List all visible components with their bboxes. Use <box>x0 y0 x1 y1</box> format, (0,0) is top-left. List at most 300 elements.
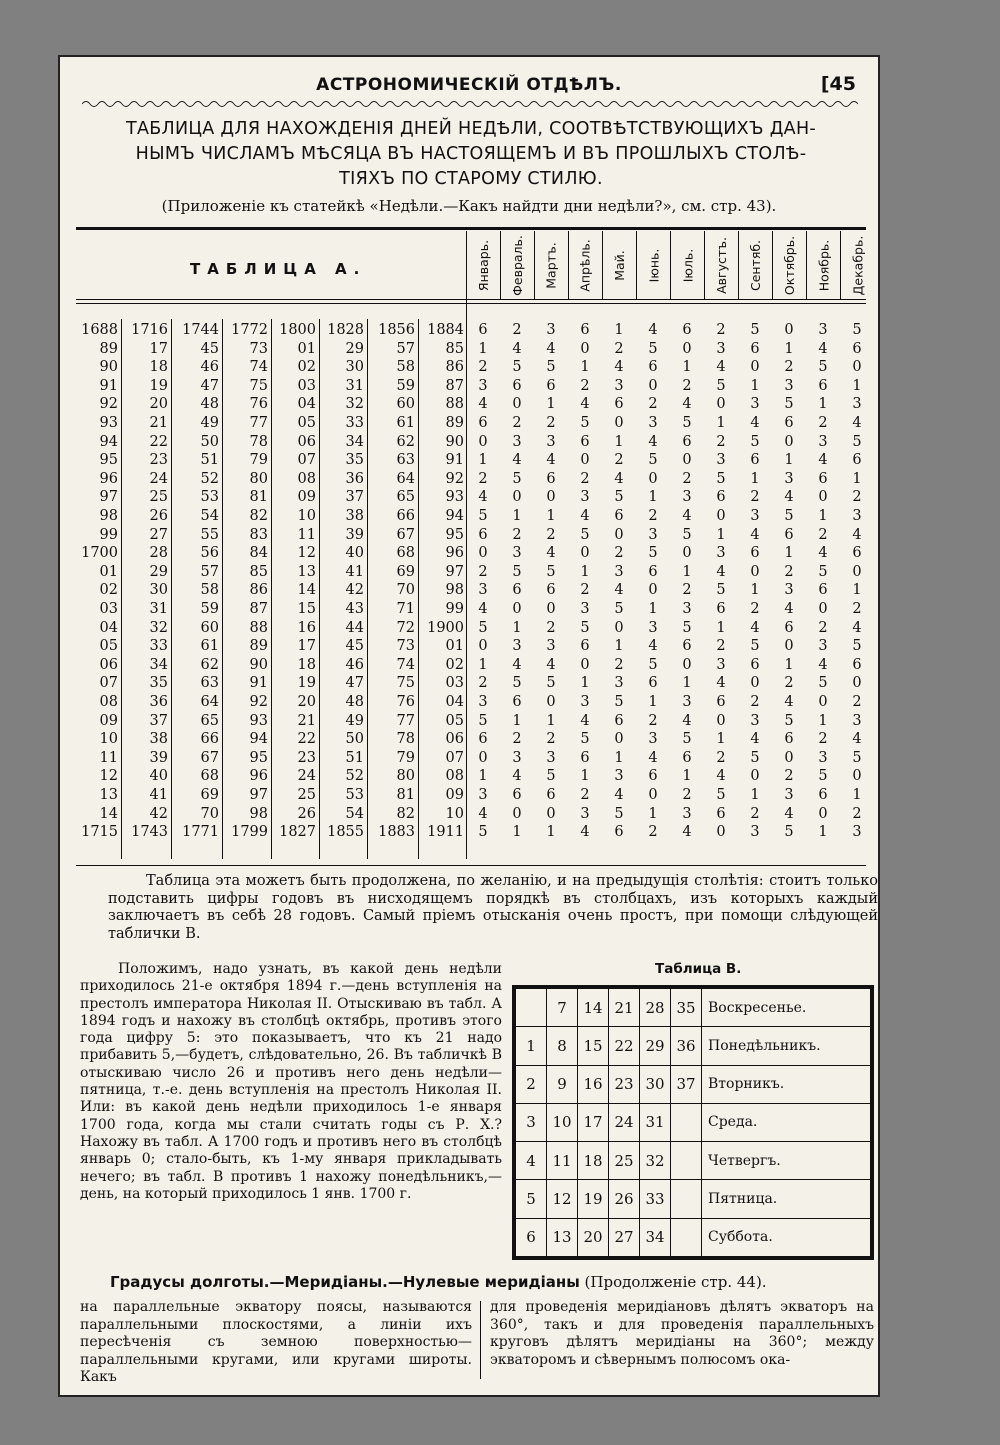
year-cell: 65 <box>200 712 219 729</box>
month-value-cell: 5 <box>818 563 828 580</box>
month-value-cell: 0 <box>546 694 556 710</box>
table-b-number: 12 <box>547 1180 578 1218</box>
month-label: Январь. <box>476 239 492 291</box>
year-cell: 58 <box>396 359 415 376</box>
month-value-cell: 3 <box>682 489 692 506</box>
year-cell: 24 <box>149 470 168 487</box>
month-value-cell: 4 <box>682 396 692 413</box>
month-value-cell: 1 <box>716 731 726 748</box>
table-bottom-rule <box>76 865 866 866</box>
month-value-cell: 5 <box>784 824 794 841</box>
table-b-number: 25 <box>609 1142 640 1180</box>
year-cell: 90 <box>249 656 268 673</box>
year-cell: 72 <box>396 619 415 636</box>
year-cell: 86 <box>445 359 464 376</box>
year-cell: 53 <box>345 787 364 803</box>
paragraph-example: Положимъ, надо узнать, въ какой день недѣли приходилось 21-е октября 1894 г.—день вступленія на престолъ императора Николая II. Отыскиваю въ табл. А 1894 годъ и нахожу въ столбцѣ октябрь, противъ этого года цифру 5: это показываетъ, что къ 21 надо прибавить 5,—будетъ, слѣдовательно, 26. Въ табличкѣ В отыскиваю число 26 и противъ него день недѣли—пятница, т.-е. день вступленія на престолъ Николая II. Или: въ какой день недѣли приходилось 1-е января 1700 года, когда мы стали считать годы съ Р. Х.? Нахожу въ табл. А 1700 годъ и противъ него въ столбцѣ январь 0; стало-быть, къ 1-му января прикладывать нечего; въ табл. В противъ 1 нахожу понедѣльникъ,—день, на который приходилось 1 янв. 1700 г. <box>80 961 502 1202</box>
month-header <box>636 231 670 299</box>
month-value-cell: 1 <box>682 563 692 580</box>
year-cell: 07 <box>445 749 464 766</box>
year-cell: 29 <box>149 563 168 580</box>
month-value-cell: 0 <box>614 731 624 748</box>
month-value-cell: 5 <box>614 805 624 822</box>
year-cell: 40 <box>345 545 364 562</box>
year-cell: 30 <box>345 359 364 376</box>
month-value-cell: 1 <box>512 508 522 524</box>
month-value-cell: 3 <box>580 601 590 617</box>
table-b-weekday: Среда. <box>702 1103 871 1141</box>
year-cell: 03 <box>99 601 118 617</box>
month-value-cell: 0 <box>818 489 828 506</box>
month-header <box>772 231 806 299</box>
year-cell: 65 <box>396 489 415 506</box>
month-value-cell: 2 <box>478 470 488 487</box>
year-cell: 93 <box>249 712 268 729</box>
year-cell: 07 <box>99 675 118 692</box>
month-value-cell: 1 <box>784 340 794 357</box>
year-cell: 23 <box>149 452 168 469</box>
month-value-cell: 3 <box>478 582 488 599</box>
year-cell: 01 <box>99 563 118 580</box>
month-value-cell: 3 <box>512 545 522 562</box>
year-cell: 04 <box>297 396 316 413</box>
year-cell: 98 <box>249 805 268 822</box>
month-value-cell: 5 <box>784 508 794 524</box>
year-cell: 57 <box>396 340 415 357</box>
month-value-cell: 1 <box>784 545 794 562</box>
month-value-cell: 0 <box>546 601 556 617</box>
month-value-cell: 6 <box>580 749 590 766</box>
month-value-cell: 5 <box>818 768 828 785</box>
year-cell: 64 <box>396 470 415 487</box>
year-cell: 56 <box>200 545 219 562</box>
table-b-row <box>516 1065 871 1103</box>
month-value-cell: 0 <box>614 415 624 431</box>
year-cell: 13 <box>99 787 118 803</box>
month-value-cell: 5 <box>614 601 624 617</box>
year-cell: 80 <box>396 768 415 785</box>
month-value-cell: 0 <box>546 805 556 822</box>
table-b-number: 22 <box>609 1027 640 1065</box>
month-value-cell: 4 <box>478 601 488 617</box>
year-cell: 38 <box>149 731 168 748</box>
month-value-cell: 3 <box>478 694 488 710</box>
month-value-cell: 4 <box>614 359 624 376</box>
month-value-cell: 5 <box>478 712 488 729</box>
table-b-number: 5 <box>516 1180 547 1218</box>
month-value-cell: 2 <box>818 415 828 431</box>
decorative-wavy-rule <box>82 99 858 109</box>
year-cell: 85 <box>249 563 268 580</box>
month-value-cell: 0 <box>852 768 862 785</box>
month-value-cell: 2 <box>546 619 556 636</box>
month-value-cell: 1 <box>614 749 624 766</box>
month-value-cell: 4 <box>750 619 760 636</box>
month-value-cell: 3 <box>478 377 488 394</box>
year-cell: 34 <box>149 656 168 673</box>
month-value-cell: 4 <box>716 675 726 692</box>
month-value-cell: 1 <box>614 433 624 450</box>
month-value-cell: 1 <box>852 470 862 487</box>
year-cell: 97 <box>99 489 118 506</box>
month-value-cell: 2 <box>648 824 658 841</box>
page-number: [45 <box>820 73 856 95</box>
year-cell: 63 <box>396 452 415 469</box>
month-value-cell: 3 <box>614 768 624 785</box>
year-cell: 10 <box>445 805 464 822</box>
table-b-number: 1 <box>516 1027 547 1065</box>
month-value-cell: 3 <box>818 433 828 450</box>
month-value-cell: 4 <box>648 638 658 655</box>
year-cell: 93 <box>445 489 464 506</box>
year-cell: 68 <box>396 545 415 562</box>
year-cell: 82 <box>396 805 415 822</box>
month-value-cell: 1 <box>648 601 658 617</box>
month-value-cell: 4 <box>648 322 658 338</box>
month-value-cell: 1 <box>580 768 590 785</box>
month-value-cell: 2 <box>750 805 760 822</box>
year-cell: 11 <box>99 749 118 766</box>
year-cell: 05 <box>297 415 316 431</box>
month-value-cell: 0 <box>512 601 522 617</box>
year-cell: 94 <box>445 508 464 524</box>
table-b-number <box>671 1180 702 1218</box>
month-value-cell: 2 <box>784 563 794 580</box>
year-cell: 39 <box>149 749 168 766</box>
year-cell: 41 <box>149 787 168 803</box>
month-value-cell: 0 <box>682 656 692 673</box>
month-value-cell: 6 <box>750 452 760 469</box>
month-value-cell: 1 <box>648 805 658 822</box>
month-value-cell: 1 <box>784 656 794 673</box>
table-b-number: 15 <box>578 1027 609 1065</box>
year-cell: 54 <box>345 805 364 822</box>
year-cell: 73 <box>249 340 268 357</box>
month-value-cell: 0 <box>614 619 624 636</box>
year-cell: 93 <box>99 415 118 431</box>
month-value-cell: 5 <box>750 433 760 450</box>
month-value-cell: 6 <box>784 526 794 543</box>
month-value-cell: 1 <box>546 712 556 729</box>
month-value-cell: 4 <box>546 545 556 562</box>
month-value-cell: 4 <box>784 694 794 710</box>
year-cell: 09 <box>445 787 464 803</box>
year-cell: 23 <box>297 749 316 766</box>
table-b-title: Таблица В. <box>655 961 742 977</box>
month-value-cell: 3 <box>648 619 658 636</box>
month-value-cell: 1 <box>478 452 488 469</box>
month-value-cell: 2 <box>716 638 726 655</box>
table-b-row <box>516 1103 871 1141</box>
month-value-cell: 2 <box>478 563 488 580</box>
month-value-cell: 4 <box>818 452 828 469</box>
month-value-cell: 5 <box>682 619 692 636</box>
year-cell: 32 <box>345 396 364 413</box>
year-cell: 96 <box>99 470 118 487</box>
month-value-cell: 3 <box>716 656 726 673</box>
year-cell: 95 <box>445 526 464 543</box>
year-cell: 97 <box>249 787 268 803</box>
month-value-cell: 4 <box>512 656 522 673</box>
month-value-cell: 6 <box>682 322 692 338</box>
month-value-cell: 3 <box>546 638 556 655</box>
table-b-number: 8 <box>547 1027 578 1065</box>
month-value-cell: 0 <box>784 749 794 766</box>
month-value-cell: 3 <box>614 563 624 580</box>
year-cell: 99 <box>99 526 118 543</box>
year-cell: 99 <box>445 601 464 617</box>
year-cell: 46 <box>345 656 364 673</box>
month-value-cell: 0 <box>716 396 726 413</box>
month-value-cell: 0 <box>580 656 590 673</box>
year-cell: 89 <box>99 340 118 357</box>
month-value-cell: 2 <box>852 805 862 822</box>
month-value-cell: 3 <box>784 787 794 803</box>
month-value-cell: 5 <box>614 694 624 710</box>
year-cell: 02 <box>445 656 464 673</box>
month-value-cell: 5 <box>682 731 692 748</box>
month-value-cell: 5 <box>546 768 556 785</box>
table-b-number: 7 <box>547 989 578 1027</box>
month-value-cell: 3 <box>716 545 726 562</box>
year-cell: 59 <box>200 601 219 617</box>
month-value-cell: 6 <box>512 377 522 394</box>
year-cell: 43 <box>345 601 364 617</box>
year-cell: 1772 <box>231 322 268 338</box>
year-cell: 47 <box>200 377 219 394</box>
table-b-number: 11 <box>547 1142 578 1180</box>
year-cell: 17 <box>149 340 168 357</box>
month-value-cell: 5 <box>648 340 658 357</box>
year-cell: 1771 <box>182 824 219 841</box>
month-value-cell: 6 <box>716 805 726 822</box>
year-cell: 96 <box>249 768 268 785</box>
year-cell: 03 <box>445 675 464 692</box>
year-cell: 80 <box>249 470 268 487</box>
month-value-cell: 4 <box>852 619 862 636</box>
month-value-cell: 1 <box>818 508 828 524</box>
year-cell: 52 <box>345 768 364 785</box>
month-value-cell: 4 <box>546 656 556 673</box>
month-value-cell: 3 <box>546 322 556 338</box>
year-cell: 1856 <box>378 322 415 338</box>
month-value-cell: 4 <box>716 359 726 376</box>
month-value-cell: 2 <box>580 582 590 599</box>
month-value-cell: 0 <box>648 470 658 487</box>
month-value-cell: 5 <box>580 731 590 748</box>
table-b-number: 31 <box>640 1103 671 1141</box>
table-b-number: 27 <box>609 1218 640 1256</box>
year-cell: 27 <box>149 526 168 543</box>
year-cell: 77 <box>249 415 268 431</box>
month-value-cell: 3 <box>546 749 556 766</box>
year-cell: 19 <box>149 377 168 394</box>
month-value-cell: 2 <box>546 731 556 748</box>
year-cell: 85 <box>445 340 464 357</box>
month-value-cell: 2 <box>512 415 522 431</box>
month-value-cell: 0 <box>750 768 760 785</box>
month-value-cell: 0 <box>512 805 522 822</box>
year-cell: 51 <box>200 452 219 469</box>
year-cell: 76 <box>396 694 415 710</box>
month-value-cell: 4 <box>512 340 522 357</box>
month-value-cell: 5 <box>546 675 556 692</box>
year-cell: 1716 <box>131 322 168 338</box>
section-left-column: на параллельные экватору поясы, называются параллельными плоскостями, а линіи ихъ пересѣченія съ земною поверхностью—параллельными кругами, или кругами широты. Какъ <box>80 1299 472 1385</box>
year-cell: 68 <box>200 768 219 785</box>
table-b-row <box>516 1218 871 1256</box>
month-value-cell: 5 <box>716 377 726 394</box>
month-label: Октябрь. <box>782 235 797 295</box>
month-value-cell: 2 <box>580 377 590 394</box>
year-cell: 48 <box>345 694 364 710</box>
table-b-number: 20 <box>578 1218 609 1256</box>
table-b-row <box>516 1027 871 1065</box>
year-cell: 70 <box>200 805 219 822</box>
month-value-cell: 5 <box>648 656 658 673</box>
year-cell: 66 <box>396 508 415 524</box>
year-cell: 1900 <box>427 619 464 636</box>
table-b-number <box>671 1103 702 1141</box>
month-value-cell: 2 <box>478 675 488 692</box>
year-cell: 97 <box>445 563 464 580</box>
year-cell: 59 <box>396 377 415 394</box>
month-value-cell: 5 <box>512 359 522 376</box>
month-value-cell: 6 <box>784 731 794 748</box>
year-cell: 46 <box>200 359 219 376</box>
month-value-cell: 4 <box>580 508 590 524</box>
month-value-cell: 6 <box>716 694 726 710</box>
month-value-cell: 5 <box>478 824 488 841</box>
month-value-cell: 0 <box>648 377 658 394</box>
year-cell: 24 <box>297 768 316 785</box>
month-value-cell: 6 <box>614 508 624 524</box>
month-value-cell: 3 <box>750 396 760 413</box>
year-cell: 69 <box>200 787 219 803</box>
table-b-number: 21 <box>609 989 640 1027</box>
month-header <box>670 231 704 299</box>
year-cell: 94 <box>249 731 268 748</box>
table-b-weekday: Четвергъ. <box>702 1142 871 1180</box>
month-value-cell: 4 <box>818 340 828 357</box>
month-value-cell: 1 <box>852 582 862 599</box>
month-value-cell: 5 <box>580 526 590 543</box>
month-value-cell: 4 <box>818 545 828 562</box>
month-value-cell: 2 <box>750 694 760 710</box>
month-value-cell: 6 <box>852 656 862 673</box>
month-value-cell: 2 <box>478 359 488 376</box>
month-value-cell: 4 <box>716 563 726 580</box>
month-value-cell: 6 <box>818 470 828 487</box>
month-value-cell: 2 <box>614 340 624 357</box>
month-value-cell: 4 <box>852 526 862 543</box>
year-cell: 41 <box>345 563 364 580</box>
month-value-cell: 0 <box>682 545 692 562</box>
year-cell: 25 <box>297 787 316 803</box>
article-subtitle: (Приложеніе къ статейкѣ «Недѣли.—Какъ найдти дни недѣли?», см. стр. 43). <box>161 197 777 215</box>
year-cell: 18 <box>149 359 168 376</box>
table-b-weekday: Суббота. <box>702 1218 871 1256</box>
year-cell: 94 <box>99 433 118 450</box>
year-cell: 19 <box>297 675 316 692</box>
month-value-cell: 4 <box>682 712 692 729</box>
section-title-bold: Градусы долготы.—Меридіаны.—Нулевые меридіаны <box>110 1273 580 1291</box>
month-value-cell: 1 <box>716 619 726 636</box>
year-cell: 21 <box>149 415 168 431</box>
table-b-row <box>516 989 871 1027</box>
year-cell: 04 <box>99 619 118 636</box>
month-value-cell: 6 <box>852 545 862 562</box>
table-b-number: 10 <box>547 1103 578 1141</box>
month-value-cell: 2 <box>784 768 794 785</box>
month-label: Мартъ. <box>544 241 559 289</box>
month-value-cell: 3 <box>852 396 862 413</box>
month-value-cell: 0 <box>852 359 862 376</box>
table-a-label: ТАБЛИЦА А. <box>190 260 367 278</box>
month-value-cell: 1 <box>478 656 488 673</box>
month-value-cell: 2 <box>512 322 522 338</box>
month-value-cell: 3 <box>648 526 658 543</box>
month-value-cell: 4 <box>784 489 794 506</box>
year-cell: 69 <box>396 563 415 580</box>
month-value-cell: 6 <box>546 582 556 599</box>
year-cell: 03 <box>297 377 316 394</box>
month-value-cell: 5 <box>750 749 760 766</box>
year-cell: 14 <box>99 805 118 822</box>
month-value-cell: 4 <box>750 731 760 748</box>
month-value-cell: 5 <box>852 433 862 450</box>
table-b-number: 24 <box>609 1103 640 1141</box>
month-value-cell: 5 <box>818 359 828 376</box>
year-cell: 36 <box>345 470 364 487</box>
month-value-cell: 4 <box>512 452 522 469</box>
month-value-cell: 0 <box>716 508 726 524</box>
month-value-cell: 1 <box>818 712 828 729</box>
year-cell: 09 <box>297 489 316 506</box>
month-value-cell: 1 <box>750 377 760 394</box>
month-header <box>534 231 568 299</box>
table-b-number: 29 <box>640 1027 671 1065</box>
year-cell: 1743 <box>131 824 168 841</box>
month-value-cell: 0 <box>478 545 488 562</box>
month-value-cell: 6 <box>784 415 794 431</box>
month-value-cell: 3 <box>784 377 794 394</box>
table-b-grid <box>515 988 871 1257</box>
year-cell: 89 <box>249 638 268 655</box>
year-cell: 60 <box>396 396 415 413</box>
month-value-cell: 1 <box>682 675 692 692</box>
month-value-cell: 6 <box>478 322 488 338</box>
month-header <box>840 231 874 299</box>
year-cell: 32 <box>149 619 168 636</box>
month-value-cell: 1 <box>580 563 590 580</box>
month-value-cell: 5 <box>852 638 862 655</box>
month-value-cell: 2 <box>580 787 590 803</box>
year-cell: 13 <box>297 563 316 580</box>
year-cell: 49 <box>345 712 364 729</box>
year-cell: 33 <box>149 638 168 655</box>
month-value-cell: 4 <box>750 415 760 431</box>
year-cell: 50 <box>345 731 364 748</box>
year-cell: 91 <box>445 452 464 469</box>
month-label: Августъ. <box>714 236 729 294</box>
table-b-number: 14 <box>578 989 609 1027</box>
month-value-cell: 2 <box>614 545 624 562</box>
title-line-1: ТАБЛИЦА ДЛЯ НАХОЖДЕНІЯ ДНЕЙ НЕДѢЛИ, СООТВѢТСТВУЮЩИХЪ ДАН- <box>125 119 817 139</box>
month-value-cell: 6 <box>512 694 522 710</box>
year-cell: 20 <box>149 396 168 413</box>
month-value-cell: 0 <box>682 340 692 357</box>
